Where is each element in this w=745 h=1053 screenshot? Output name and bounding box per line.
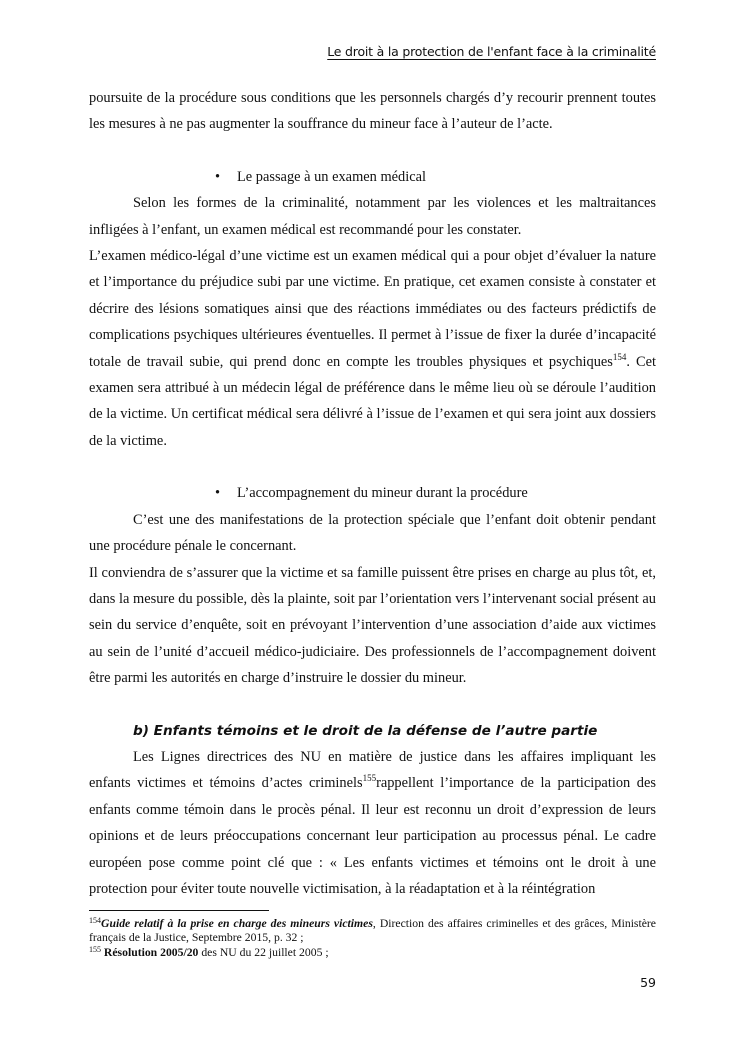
section-subheading: b) Enfants témoins et le droit de la défense de l’autre partie bbox=[133, 722, 598, 739]
footnote-title: Guide relatif à la prise en charge des mineurs victimes bbox=[101, 917, 373, 930]
bullet-text: L’accompagnement du mineur durant la procédure bbox=[237, 485, 528, 502]
bullet-icon: • bbox=[215, 168, 221, 185]
footnote-title: Résolution 2005/20 bbox=[103, 945, 199, 959]
bullet-item bbox=[89, 164, 656, 190]
paragraph-text: rappellent l’importance de la participation des enfants comme témoin dans le procès pénal. Il leur est reconnu un droit d’expression de leurs opinions et de leurs préoccupations concernant leur participation au processus pénal. Le cadre européen pose comme point clé que : « Les enfants victimes et témoins ont le droit à une protection pour éviter toute nouvelle victimisation, à la réadaptation et à la réintégration bbox=[89, 775, 656, 897]
page-number: 59 bbox=[640, 975, 656, 990]
paragraph bbox=[89, 243, 656, 454]
footnote-text: des NU du 22 juillet 2005 ; bbox=[198, 945, 329, 959]
paragraph bbox=[89, 744, 656, 902]
footnotes bbox=[89, 910, 656, 960]
footnote-ref: 154 bbox=[612, 351, 627, 362]
body-text bbox=[89, 85, 656, 902]
footnote-divider bbox=[89, 910, 269, 911]
footnote-ref: 155 bbox=[362, 773, 377, 784]
footnote-number: 155 bbox=[89, 944, 101, 954]
footnote-number: 154 bbox=[89, 916, 101, 925]
paragraph: Selon les formes de la criminalité, notamment par les violences et les maltraitances infligées à l’enfant, un examen médical est recommandé pour les constater. bbox=[89, 195, 656, 238]
bullet-item bbox=[89, 480, 656, 506]
paragraph: poursuite de la procédure sous conditions que les personnels chargés d’y recourir prennent toutes les mesures à ne pas augmenter la souffrance du mineur face à l’auteur de l’acte. bbox=[89, 90, 656, 133]
paragraph-text: . Cet examen sera attribué à un médecin légal de préférence dans le même lieu où se déroule l’audition de la victime. Un certificat médical sera délivré à l’issue de l’examen et qui sera joint aux dossiers de la victime. bbox=[89, 353, 656, 449]
bullet-text: Le passage à un examen médical bbox=[237, 168, 426, 185]
footnote bbox=[89, 946, 656, 960]
footnote bbox=[89, 917, 656, 946]
running-header: Le droit à la protection de l'enfant face à la criminalité bbox=[327, 44, 656, 59]
paragraph: C’est une des manifestations de la protection spéciale que l’enfant doit obtenir pendant une procédure pénale le concernant. bbox=[89, 511, 656, 555]
paragraph: Il conviendra de s’assurer que la victime et sa famille puissent être prises en charge au plus tôt, et, dans la mesure du possible, dès la plainte, soit par l’orientation vers l’intervenant social présent au sein du service d’enquête, soit en prévoyant l’intervention d’une association d’aide aux victimes au sein de l’unité d’accueil médico-judiciaire. Des professionnels de l’accompagnement doivent être parmi les autorités en charge d’instruire le dossier du mineur. bbox=[89, 564, 656, 687]
paragraph-text: L’examen médico-légal d’une victime est un examen médical qui a pour objet d’évaluer la nature et l’importance du préjudice subi par une victime. En pratique, cet examen consiste à constater et décrire des lésions somatiques ainsi que des réactions immédiates ou des facteurs prédictifs de complications psychiques ultérieures éventuelles. Il permet à l’issue de fixer la durée d’incapacité totale de travail subie, qui prend donc en compte les troubles physiques et psychiques bbox=[89, 248, 656, 370]
bullet-icon: • bbox=[215, 485, 221, 502]
footnote-text: , Direction des affaires criminelles et des grâces, Ministère français de la Justice, Septembre 2015, p. 32 ; bbox=[89, 917, 656, 945]
paragraph-text: Les Lignes directrices des NU en matière de justice dans les affaires impliquant les enfants victimes et témoins d’actes criminels bbox=[89, 748, 656, 792]
